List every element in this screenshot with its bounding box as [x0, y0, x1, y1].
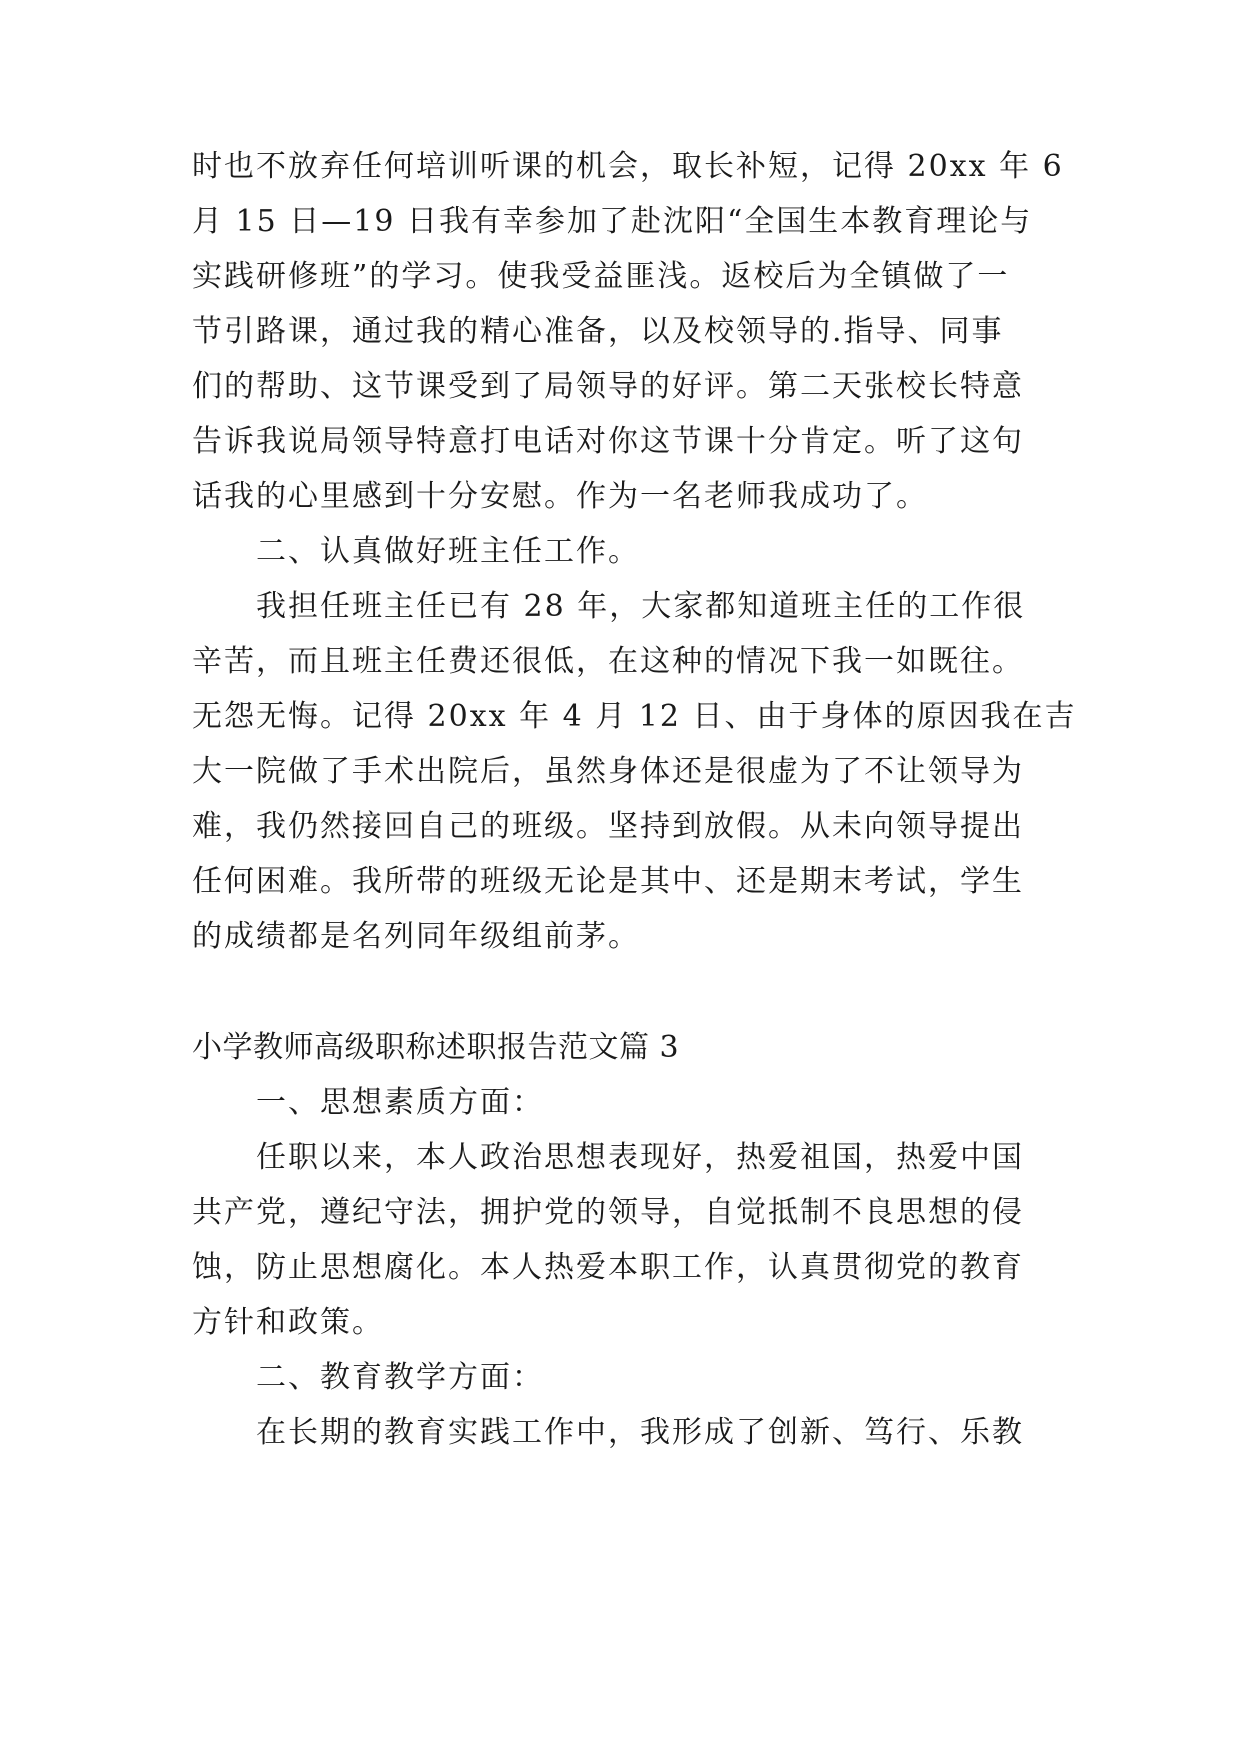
body-line: 大一院做了手术出院后，虽然身体还是很虚为了不让领导为 — [192, 754, 1024, 789]
article-title: 小学教师高级职称述职报告范文篇 3 — [192, 1030, 680, 1065]
paragraph-first-line: 在长期的教育实践工作中，我形成了创新、笃行、乐教 — [256, 1415, 1024, 1450]
body-line: 无怨无悔。记得 20xx 年 4 月 12 日、由于身体的原因我在吉 — [192, 699, 1077, 734]
section-heading: 二、认真做好班主任工作。 — [256, 534, 640, 569]
body-line: 蚀，防止思想腐化。本人热爱本职工作，认真贯彻党的教育 — [192, 1250, 1024, 1285]
body-line: 方针和政策。 — [192, 1305, 384, 1340]
body-line: 告诉我说局领导特意打电话对你这节课十分肯定。听了这句 — [192, 424, 1024, 459]
body-line: 共产党，遵纪守法，拥护党的领导，自觉抵制不良思想的侵 — [192, 1195, 1024, 1230]
paragraph-first-line: 任职以来，本人政治思想表现好，热爱祖国，热爱中国 — [256, 1140, 1024, 1175]
body-line: 月 15 日—19 日我有幸参加了赴沈阳“全国生本教育理论与 — [192, 204, 1033, 239]
body-line: 任何困难。我所带的班级无论是其中、还是期末考试，学生 — [192, 864, 1024, 899]
body-line: 实践研修班”的学习。使我受益匪浅。返校后为全镇做了一 — [192, 259, 1010, 294]
body-line: 难，我仍然接回自己的班级。坚持到放假。从未向领导提出 — [192, 809, 1024, 844]
section-heading: 一、思想素质方面： — [256, 1085, 544, 1120]
paragraph-first-line: 我担任班主任已有 28 年，大家都知道班主任的工作很 — [256, 589, 1026, 624]
body-line: 时也不放弃任何培训听课的机会，取长补短，记得 20xx 年 6 — [192, 149, 1064, 184]
body-line: 辛苦，而且班主任费还很低，在这种的情况下我一如既往。 — [192, 644, 1024, 679]
body-line: 们的帮助、这节课受到了局领导的好评。第二天张校长特意 — [192, 369, 1024, 404]
section-heading: 二、教育教学方面： — [256, 1360, 544, 1395]
body-line: 节引路课，通过我的精心准备，以及校领导的.指导、同事 — [192, 314, 1004, 349]
body-line: 的成绩都是名列同年级组前茅。 — [192, 919, 640, 954]
body-line: 话我的心里感到十分安慰。作为一名老师我成功了。 — [192, 479, 928, 514]
